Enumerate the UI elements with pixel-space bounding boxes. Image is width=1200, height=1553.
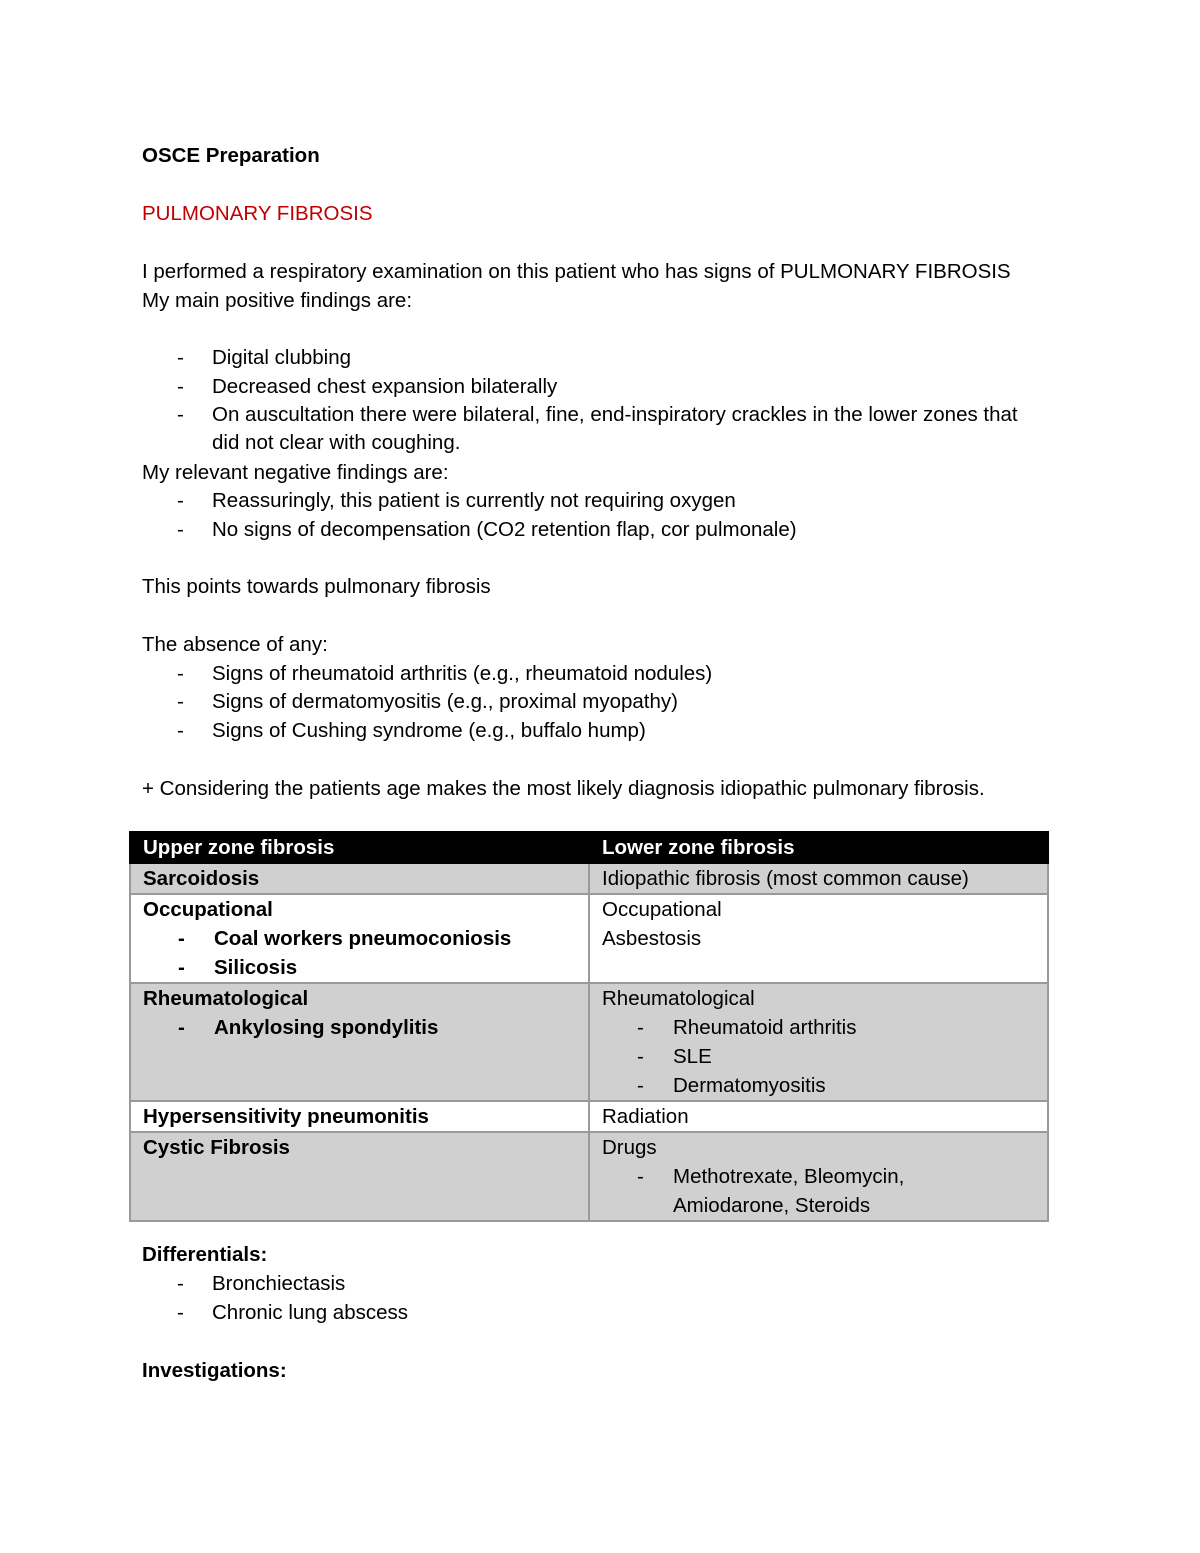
sub-item: - Coal workers pneumoconiosis (178, 927, 512, 950)
intro-line: I performed a respiratory examination on this patient who has signs of PULMONARY FIBROSIS (142, 260, 1011, 283)
positive-findings-intro: My main positive findings are: (142, 289, 413, 312)
sub-item: - Ankylosing spondylitis (178, 1016, 439, 1039)
fibrosis-zone-table (129, 831, 1049, 1222)
table-row (130, 1101, 1048, 1132)
bullet-dash: - (177, 375, 184, 398)
table-header-row (130, 832, 1048, 863)
bullet-dash: - (177, 403, 184, 426)
header-lower-zone: Lower zone fibrosis (589, 832, 1048, 863)
cell-rheumatological-lower: Rheumatological - Rheumatoid arthritis - SLE - Dermatomyositis (589, 983, 1048, 1101)
table-row (130, 983, 1048, 1101)
sub-item: - Rheumatoid arthritis (637, 1016, 857, 1039)
points-towards-line: This points towards pulmonary fibrosis (142, 575, 491, 598)
negative-findings-intro: My relevant negative findings are: (142, 461, 449, 484)
table-row (130, 894, 1048, 983)
header-upper-zone: Upper zone fibrosis (130, 832, 589, 863)
cell-occupational-upper: Occupational - Coal workers pneumoconiosis - Silicosis (130, 894, 589, 983)
bullet-dash: - (177, 1301, 184, 1324)
sub-item: - Silicosis (178, 956, 298, 979)
absence-intro: The absence of any: (142, 633, 328, 656)
investigations-label: Investigations: (142, 1359, 287, 1382)
bullet-dash: - (177, 489, 184, 512)
cell-sarcoidosis: Sarcoidosis (130, 863, 589, 894)
cell-hypersensitivity: Hypersensitivity pneumonitis (130, 1101, 589, 1132)
sub-item: - SLE (637, 1045, 712, 1068)
bullet-dash: - (177, 662, 184, 685)
section-heading: PULMONARY FIBROSIS (142, 202, 373, 225)
bullet-dash: - (177, 518, 184, 541)
bullet-dash: - (177, 719, 184, 742)
cell-drugs: Drugs - Methotrexate, Bleomycin, Amiodarone, Steroids (589, 1132, 1048, 1221)
table-row (130, 863, 1048, 894)
sub-item: - Dermatomyositis (637, 1074, 826, 1097)
cell-cystic-fibrosis: Cystic Fibrosis (130, 1132, 589, 1221)
conclusion-line: + Considering the patients age makes the most likely diagnosis idiopathic pulmonary fibrosis. (142, 777, 985, 800)
bullet-dash: - (177, 690, 184, 713)
bullet-dash: - (177, 1272, 184, 1295)
document-page: OSCE Preparation PULMONARY FIBROSIS I performed a respiratory examination on this patient who has signs of PULMONARY FIBROSIS My main positive findings are: - Digital clubbing - Decreased chest expansion bilaterally - On auscultation there were bilateral, fine, end-inspiratory crackles in the lower zones that did not clear with coughing. My relevant negative findings are: - Reassuringly, this patient is currently not requiring oxygen - No signs of decompensation (CO2 retention flap, cor pulmonale) This points towards pulmonary fibrosis The absence of any: - Signs of rheumatoid arthritis (e.g., rheumatoid nodules) - Signs of dermatomyositis (e.g., proximal myopathy) - Signs of Cushing syndrome (e.g., buffalo hump) + Considering the patients age makes the most likely diagnosis idiopathic pulmonary fibrosis. Upper zone fibrosis Lower zone fibrosis Sarcoidosis Idiopathic fibrosis (most common cause) Occupational - Coal workers pneumoconiosis - Silicosis Occupational Asbestosis Rheumatological - Ankylosing spondylitis Rheumatological - Rheumatoid arthritis - SLE - Dermatomyositis Hypersensitivity pneumonitis Radiation Cystic Fibrosis Drugs - Methotrexate, Bleomycin, Amiodarone, Steroids Differentials: - Bronchiectasis - Chronic lung abscess Investigations: (0, 0, 1200, 1553)
table-row (130, 1132, 1048, 1221)
cell-occupational-lower: Occupational Asbestosis (589, 894, 1048, 983)
sub-item: - Methotrexate, Bleomycin, Amiodarone, Steroids (637, 1165, 905, 1217)
differentials-label: Differentials: (142, 1243, 268, 1266)
cell-rheumatological-upper: Rheumatological - Ankylosing spondylitis (130, 983, 589, 1101)
cell-idiopathic: Idiopathic fibrosis (most common cause) (589, 863, 1048, 894)
cell-radiation: Radiation (589, 1101, 1048, 1132)
document-title: OSCE Preparation (142, 144, 320, 167)
bullet-dash: - (177, 346, 184, 369)
